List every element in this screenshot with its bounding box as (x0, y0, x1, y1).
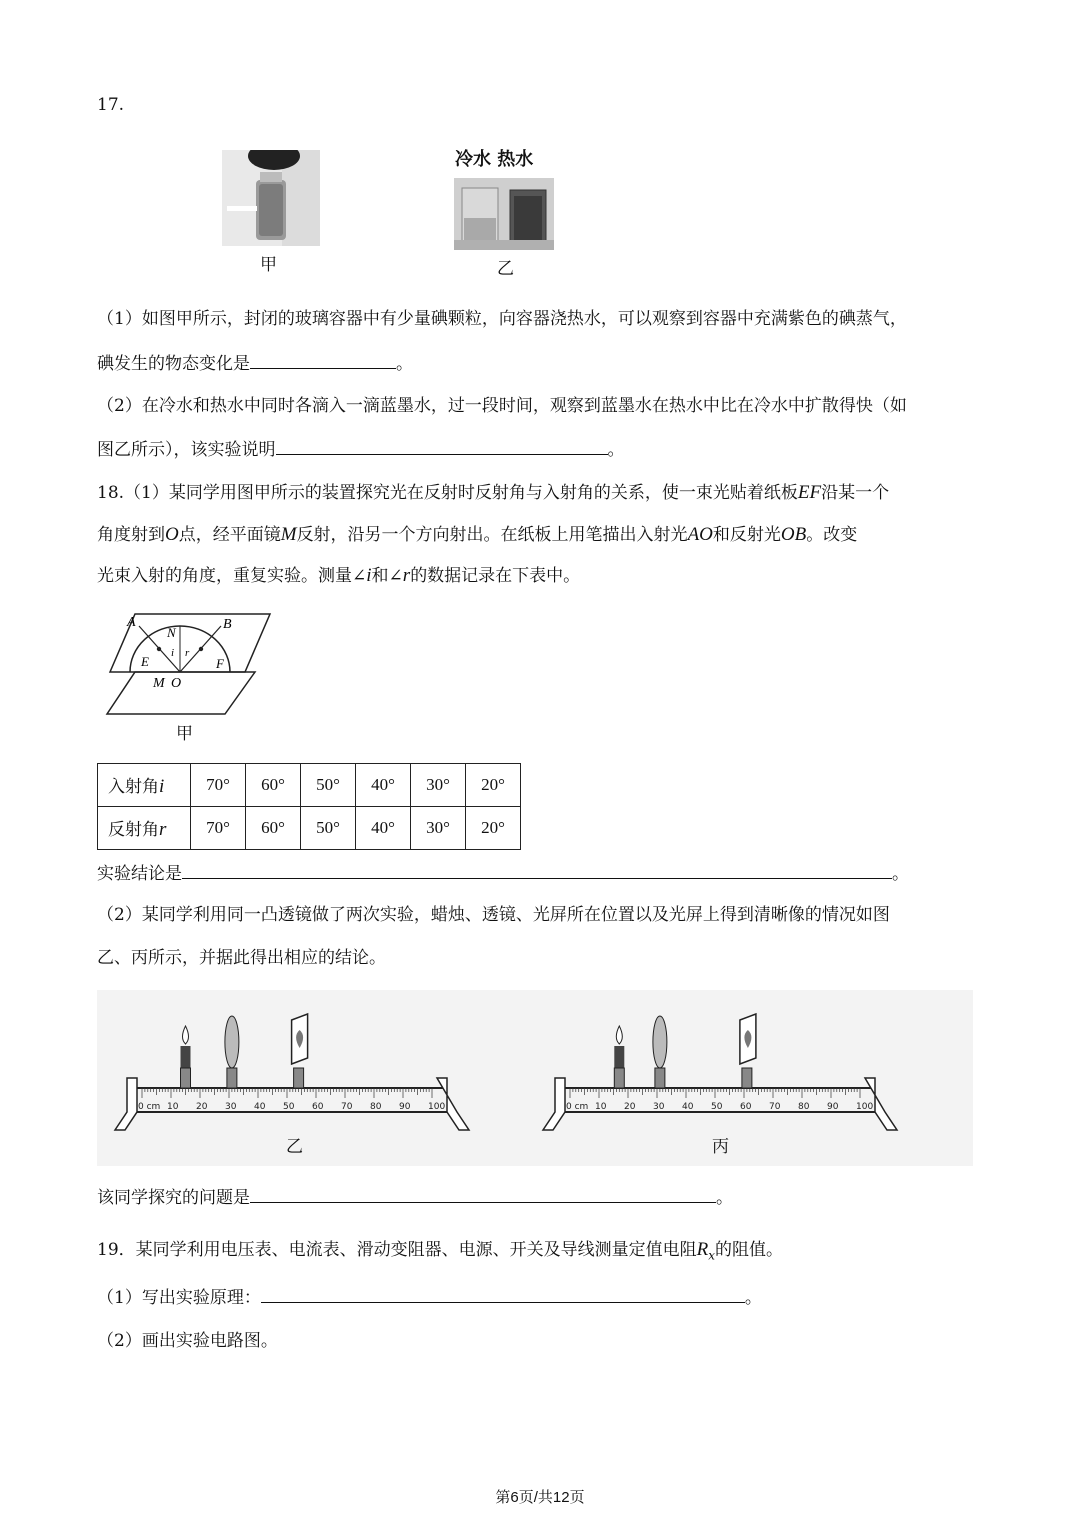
bench-yi-scale-label: 70 (341, 1102, 353, 1112)
optical-bench-figure (97, 990, 973, 1166)
var-M: M (280, 524, 297, 545)
q18-conclusion-line (97, 866, 909, 883)
table-cell: 50° (301, 807, 356, 850)
table-cell: 20° (466, 807, 521, 850)
bench-bing-scale-label: 90 (827, 1102, 839, 1112)
q17-number: 17. (97, 95, 125, 115)
table-cell: 30° (411, 807, 466, 850)
var-EF: EF (797, 482, 822, 503)
table-row (98, 807, 521, 850)
table-cell: 20° (466, 764, 521, 807)
q18-text: 18.（1）某同学用图甲所示的装置探究光在反射时反射角与入射角的关系，使一束光贴着纸板 (97, 483, 798, 503)
bench-yi-screen-holder (294, 1068, 304, 1088)
table-header-reflection: 反射角r (98, 807, 191, 850)
bench-bing-scale-label: 40 (682, 1102, 694, 1112)
table-header-incidence: 入射角i (98, 764, 191, 807)
bench-yi-flame (183, 1026, 189, 1044)
var-OB: OB (780, 524, 807, 545)
table-cell: 70° (191, 764, 246, 807)
bench-yi-lens (225, 1016, 239, 1068)
bench-yi-scale-label: 0 cm (138, 1102, 161, 1112)
table-cell: 70° (191, 807, 246, 850)
q19-answer-blank-principle[interactable] (261, 1301, 745, 1303)
bench-yi-scale-label: 80 (370, 1102, 382, 1112)
q17-caption-yi: 乙 (497, 259, 514, 279)
q18-text: 。改变 (806, 525, 858, 545)
table-cell: 40° (356, 807, 411, 850)
q17-part2-text: 图乙所示），该实验说明 (97, 440, 276, 460)
reflection-diagram (105, 612, 275, 722)
q18-line2 (97, 525, 857, 544)
q18-answer-blank-conclusion[interactable] (182, 877, 892, 879)
q17-part1-end: 。 (396, 354, 413, 374)
label-M: M (153, 676, 165, 691)
table-cell: 50° (301, 764, 356, 807)
q17-part1-line1: （1）如图甲所示，封闭的玻璃容器中有少量碘颗粒，向容器浇热水，可以观察到容器中充满紫色的碘蒸气， (97, 309, 907, 329)
q19-part1-label: （1）写出实验原理： (97, 1288, 261, 1308)
bench-yi-scale-label: 100 (428, 1102, 446, 1112)
q17-photo-jia (222, 150, 320, 246)
bench-bing-scale-label: 30 (653, 1102, 665, 1112)
table-cell: 60° (246, 807, 301, 850)
q17-part2-end: 。 (607, 440, 625, 460)
q19-part2-line: （2）画出实验电路图。 (97, 1331, 278, 1351)
q18-text: 和反射光 (712, 525, 781, 545)
var-AO: AO (687, 524, 713, 545)
bench-yi-scale-label: 30 (225, 1102, 237, 1112)
q17-part1-text: 碘发生的物态变化是 (97, 354, 250, 374)
q17-label-cold-hot: 冷水 热水 (455, 149, 534, 170)
bench-bing-candle-holder (614, 1068, 624, 1088)
q18-line1 (97, 483, 889, 502)
q18-text: 点，经平面镜 (178, 525, 281, 545)
table-cell: 60° (246, 764, 301, 807)
q19-part1-line (97, 1290, 762, 1307)
q18-question-line (97, 1190, 733, 1207)
q17-part2-line2 (97, 442, 625, 459)
q18-line3 (97, 566, 580, 585)
bench-bing-scale-label: 100 (856, 1102, 874, 1112)
var-i: i (366, 565, 372, 586)
bench-bing-scale-label: 70 (769, 1102, 781, 1112)
bench-yi-scale-label: 90 (399, 1102, 411, 1112)
q17-photo-yi (454, 178, 554, 250)
table-cell: 40° (356, 764, 411, 807)
q19-text: 19．某同学利用电压表、电流表、滑动变阻器、电源、开关及导线测量定值电阻 (97, 1240, 697, 1260)
bench-bing-scale-label: 10 (595, 1102, 607, 1112)
page-footer: 第6页/共12页 (495, 1489, 585, 1506)
q18-part2-line1: （2）某同学利用同一凸透镜做了两次实验，蜡烛、透镜、光屏所在位置以及光屏上得到清晰像的情况如图 (97, 905, 890, 925)
bench-yi-candle-holder (181, 1068, 191, 1088)
bench-caption-yi: 乙 (286, 1137, 303, 1157)
label-B: B (223, 617, 232, 632)
bench-yi-leg-left (115, 1078, 137, 1130)
q18-question-label: 该同学探究的问题是 (97, 1188, 250, 1208)
bench-bing-lens-holder (655, 1068, 665, 1088)
bench-bing-lens (653, 1016, 667, 1068)
var-Rx: R (696, 1239, 709, 1260)
var-Rx-sub: x (708, 1248, 716, 1263)
var-r: r (402, 565, 411, 586)
q18-text: 的数据记录在下表中。 (410, 566, 581, 586)
bench-bing-candle (614, 1046, 624, 1068)
q18-text: 光束入射的角度，重复实验。测量∠ (97, 566, 367, 586)
q19-part1-end: 。 (744, 1288, 762, 1308)
q18-text: 沿某一个 (821, 483, 890, 503)
bench-yi-lens-holder (227, 1068, 237, 1088)
label-i: i (171, 647, 175, 659)
bench-bing-scale-label: 80 (798, 1102, 810, 1112)
bench-bing-flame (616, 1026, 622, 1044)
q17-answer-blank-2[interactable] (276, 453, 608, 455)
q18-answer-blank-question[interactable] (250, 1201, 716, 1203)
bench-bing-scale-label: 60 (740, 1102, 752, 1112)
bench-yi-candle (181, 1046, 191, 1068)
bench-bing-scale-label: 0 cm (566, 1102, 589, 1112)
q18-conclusion-label: 实验结论是 (97, 864, 182, 884)
bench-yi-scale-label: 10 (167, 1102, 179, 1112)
label-F: F (216, 656, 224, 671)
q17-caption-jia: 甲 (260, 255, 277, 275)
q19-line1 (97, 1240, 783, 1261)
q18-text: 反射，沿另一个方向射出。在纸板上用笔描出入射光 (296, 525, 688, 545)
q18-conclusion-end: 。 (892, 864, 909, 884)
bench-bing-leg-left (543, 1078, 565, 1130)
label-E: E (141, 654, 149, 669)
bench-caption-bing: 丙 (712, 1137, 729, 1157)
bench-bing-scale-label: 50 (711, 1102, 723, 1112)
var-O: O (165, 524, 179, 545)
q19-text: 的阻值。 (715, 1240, 784, 1260)
q18-part2-line2: 乙、丙所示，并据此得出相应的结论。 (97, 948, 386, 968)
table-cell: 30° (411, 764, 466, 807)
q18-caption-jia: 甲 (176, 724, 193, 744)
bench-yi-scale-label: 50 (283, 1102, 295, 1112)
label-N: N (167, 625, 176, 640)
q18-text: 角度射到 (97, 525, 165, 545)
bench-yi-scale-label: 20 (196, 1102, 208, 1112)
bench-bing-screen-holder (742, 1068, 752, 1088)
q17-part1-line2 (97, 356, 413, 373)
label-O: O (171, 676, 182, 691)
table-row (98, 764, 521, 807)
angle-table (97, 763, 521, 850)
q17-part2-line1: （2）在冷水和热水中同时各滴入一滴蓝墨水，过一段时间，观察到蓝墨水在热水中比在冷水中扩散得快（如 (97, 396, 907, 416)
bench-bing-scale-label: 20 (624, 1102, 636, 1112)
bench-yi-scale-label: 40 (254, 1102, 266, 1112)
label-A: A (127, 615, 136, 630)
label-r: r (185, 647, 190, 659)
q18-text: 和∠ (371, 566, 403, 586)
q17-answer-blank-1[interactable] (250, 367, 396, 369)
q18-question-end: 。 (716, 1188, 733, 1208)
bench-yi-scale-label: 60 (312, 1102, 324, 1112)
